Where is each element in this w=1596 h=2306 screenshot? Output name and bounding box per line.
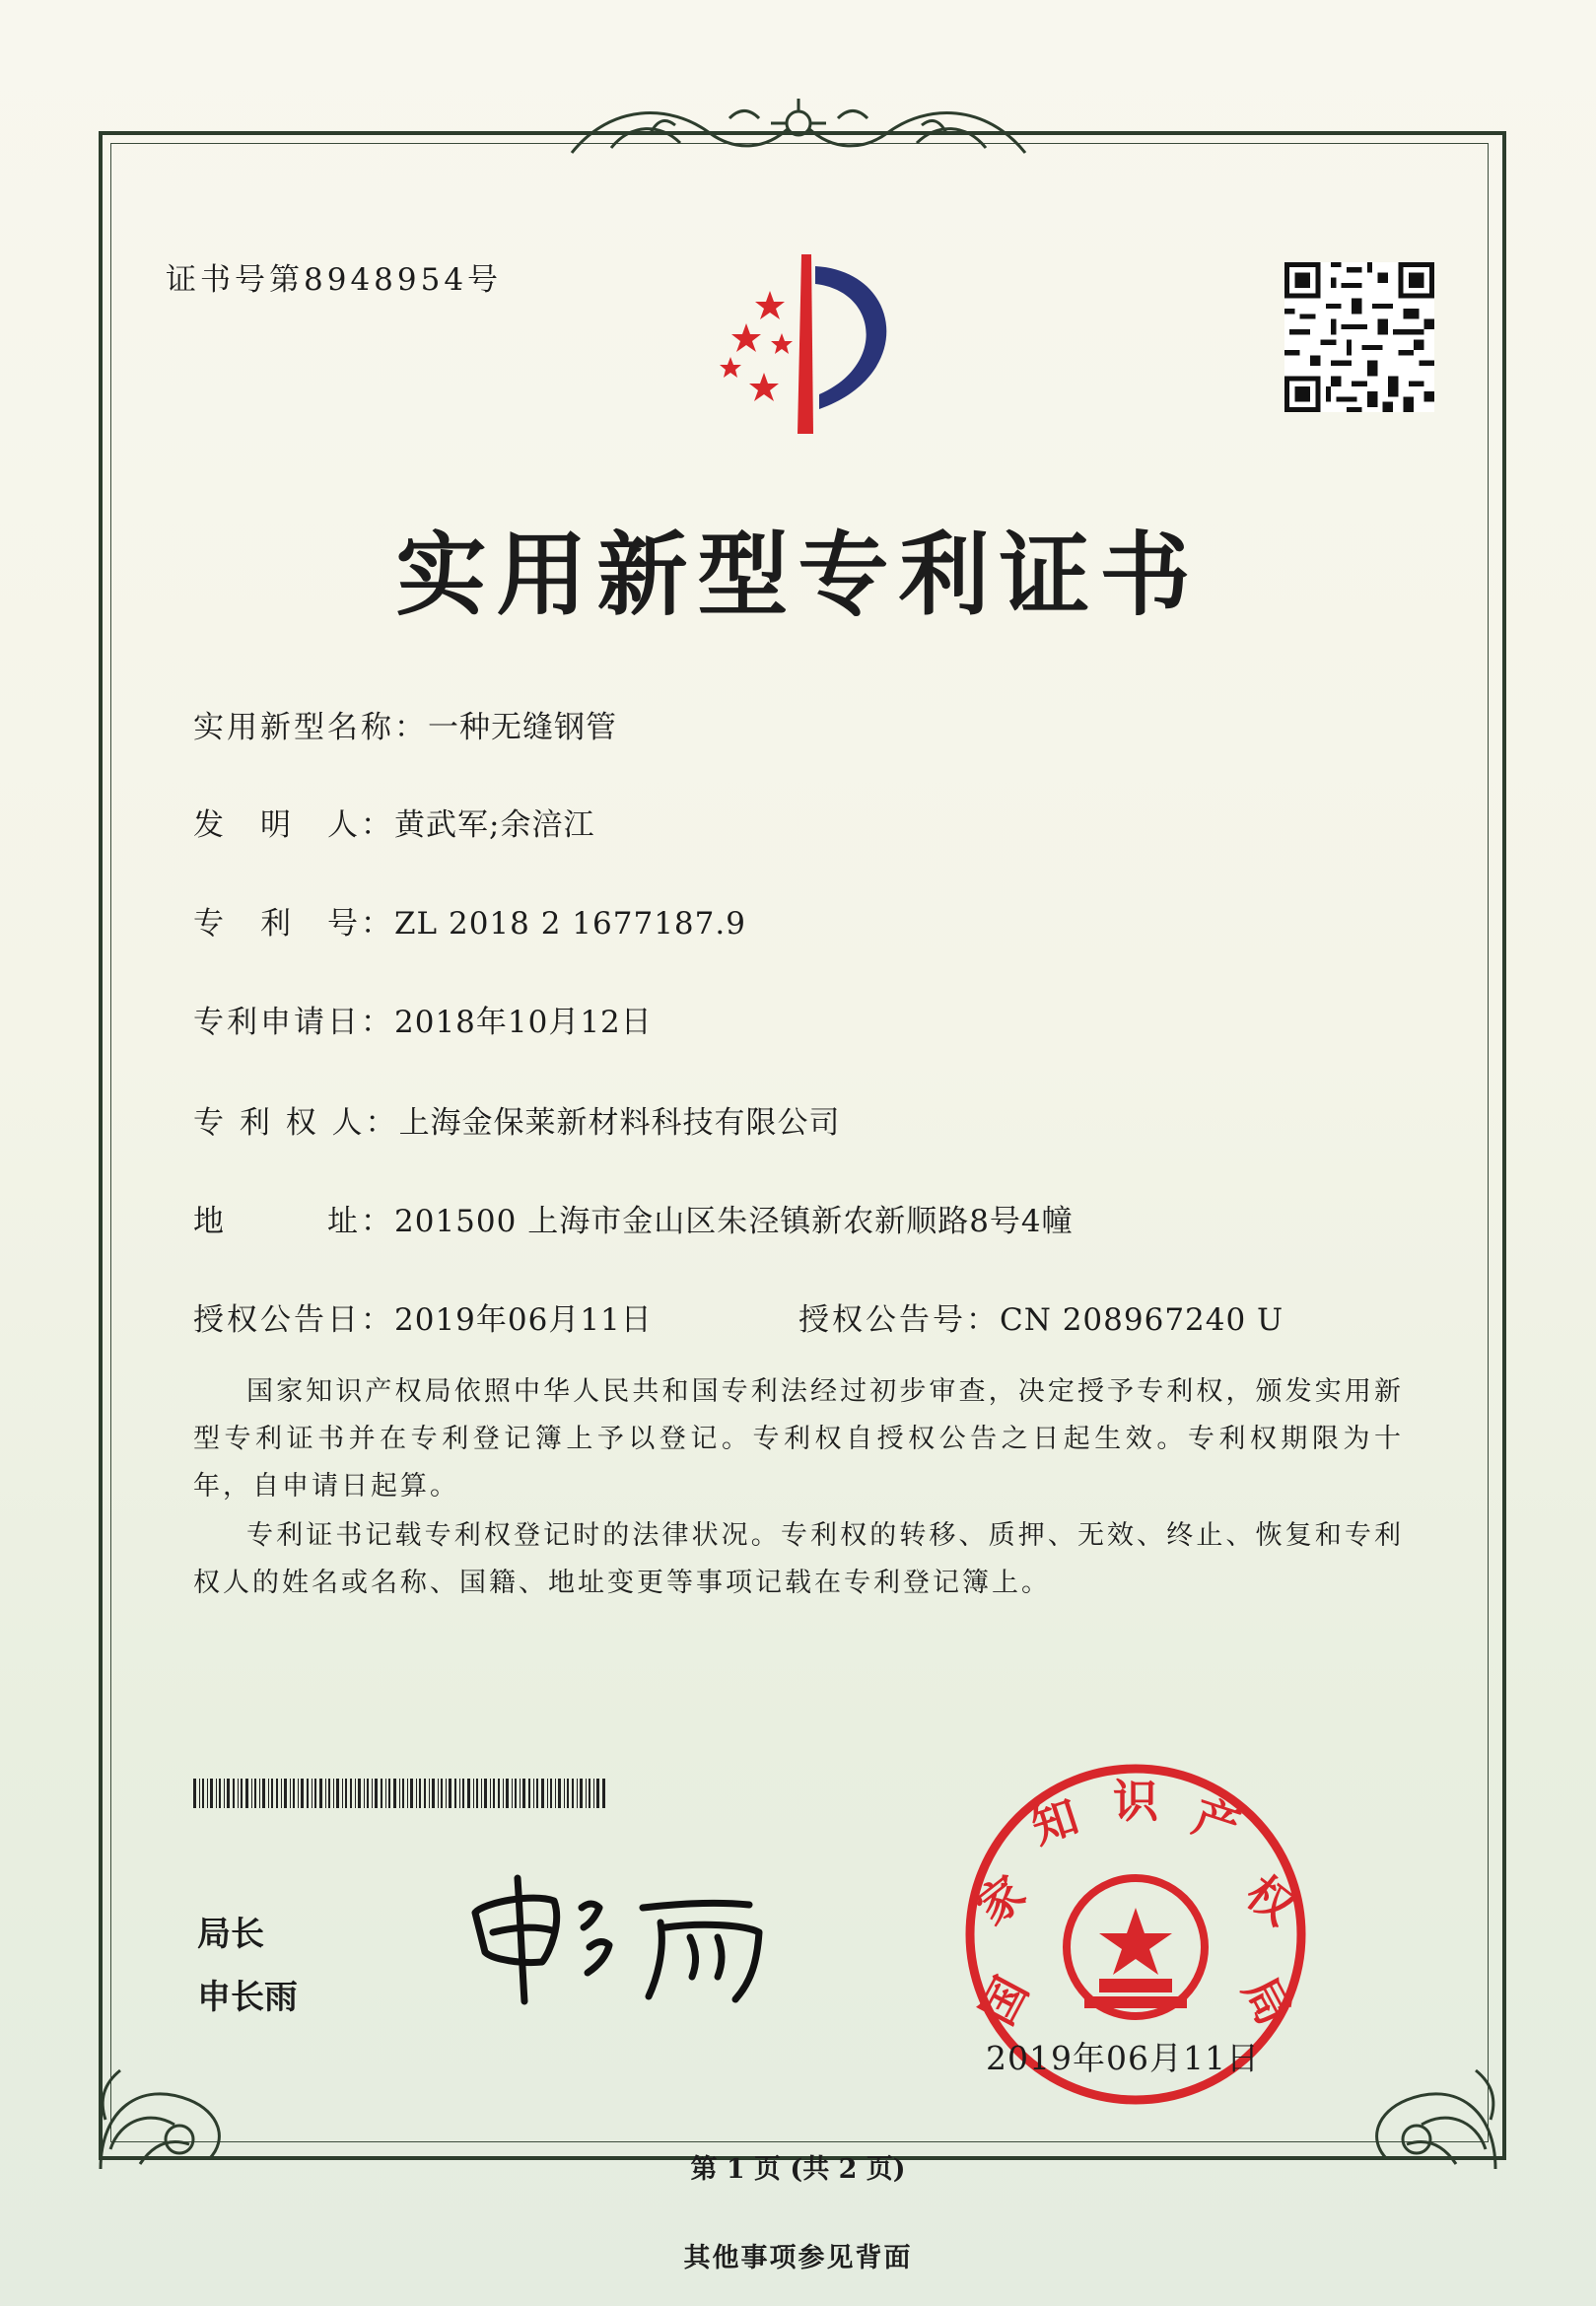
field-address xyxy=(193,1196,1074,1240)
svg-text:家: 家 xyxy=(966,1864,1035,1935)
field-patentee xyxy=(193,1097,841,1142)
qr-code-icon xyxy=(1284,262,1434,412)
svg-text:权: 权 xyxy=(1236,1864,1305,1935)
field-label: 专 利 权 人： xyxy=(193,1105,399,1141)
svg-text:产: 产 xyxy=(1186,1788,1247,1854)
field-value: 201500 上海市金山区朱泾镇新农新顺路8号4幢 xyxy=(394,1204,1074,1239)
field-label: 授权公告日： xyxy=(193,1302,394,1338)
back-note: 其他事项参见背面 xyxy=(683,2243,913,2273)
director-signature-icon xyxy=(463,1853,798,2011)
svg-text:国: 国 xyxy=(970,1968,1039,2034)
barcode-icon xyxy=(193,1779,605,1808)
director-name: 申长雨 xyxy=(197,1978,298,2017)
field-value: 2018年10月12日 xyxy=(394,1005,653,1040)
field-label: 授权公告号： xyxy=(798,1302,1000,1338)
field-filing-date xyxy=(193,997,653,1041)
top-ornament-icon xyxy=(552,94,1045,168)
svg-text:局: 局 xyxy=(1232,1968,1301,2034)
statement-paragraph-2: 专利证书记载专利权登记时的法律状况。专利权的转移、质押、无效、终止、恢复和专利权人的姓名或名称、国籍、地址变更等事项记载在专利登记簿上。 xyxy=(193,1520,1404,1598)
patent-office-emblem-icon xyxy=(675,246,932,444)
field-utility-name xyxy=(193,702,617,746)
field-label: 发 明 人： xyxy=(193,807,394,843)
field-value: ZL 2018 2 1677187.9 xyxy=(394,906,746,942)
field-value: 2019年06月11日 xyxy=(394,1302,653,1338)
field-value: 一种无缝钢管 xyxy=(428,710,617,745)
page-number: 第 1 页 (共 2 页) xyxy=(690,2154,906,2185)
field-value: 黄武军;余涪江 xyxy=(394,807,595,843)
field-value: CN 208967240 U xyxy=(1000,1302,1284,1338)
field-label: 地 址： xyxy=(193,1204,394,1239)
field-publication-number xyxy=(798,1294,1284,1339)
svg-text:知: 知 xyxy=(1024,1788,1085,1854)
field-label: 专利申请日： xyxy=(193,1005,394,1040)
certificate-number: 证书号第8948954号 xyxy=(166,262,503,298)
seal-date: 2019年06月11日 xyxy=(986,2039,1260,2077)
field-grant-date xyxy=(193,1294,653,1339)
svg-text:识: 识 xyxy=(1113,1775,1158,1828)
statement-paragraph-1: 国家知识产权局依照中华人民共和国专利法经过初步审查，决定授予专利权，颁发实用新型专利证书并在专利登记簿上予以登记。专利权自授权公告之日起生效。专利权期限为十年，自申请日起算。 xyxy=(193,1376,1404,1502)
director-title: 局长 xyxy=(197,1915,264,1954)
field-patent-number xyxy=(193,898,746,943)
field-inventor xyxy=(193,800,594,844)
field-label: 专 利 号： xyxy=(193,906,394,942)
certificate-title: 实用新型专利证书 xyxy=(395,523,1201,628)
field-value: 上海金保莱新材料科技有限公司 xyxy=(398,1105,841,1141)
field-label: 实用新型名称： xyxy=(193,710,428,745)
director-block xyxy=(197,1903,298,2029)
